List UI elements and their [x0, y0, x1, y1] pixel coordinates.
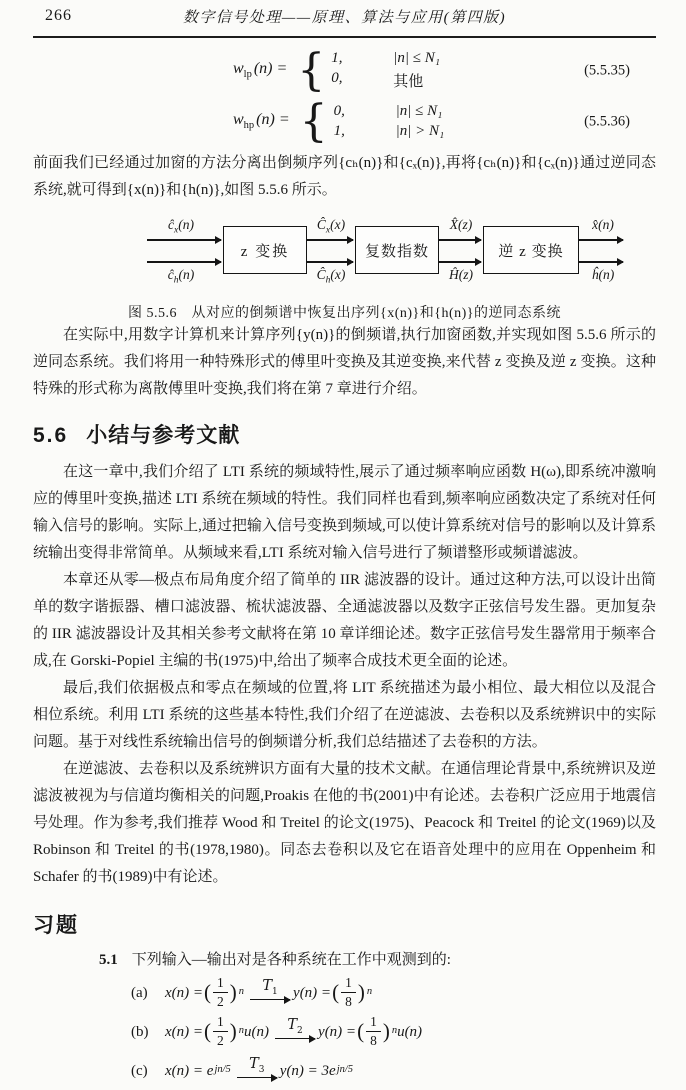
block-inverse-z-transform: 逆 z 变换 — [483, 226, 579, 274]
cases-brace: { — [299, 95, 328, 147]
fraction-numerator: 1 — [366, 1013, 381, 1032]
transform-symbol — [249, 1057, 264, 1075]
case-row — [331, 70, 440, 91]
math-subscript: h — [173, 275, 179, 286]
book-title: 数字信号处理——原理、算法与应用(第四版) — [182, 10, 507, 26]
equation-lhs — [233, 60, 287, 80]
math-lhs: x(n) = — [165, 1023, 204, 1040]
item-label: (c) — [131, 1062, 148, 1079]
signal-label-xn — [592, 217, 614, 239]
case-value: 1, — [333, 123, 345, 139]
case-row — [331, 50, 440, 67]
signal-label-Ch — [317, 267, 346, 289]
problem-line-c — [131, 1051, 656, 1090]
page-number: 266 — [45, 7, 72, 24]
close-paren: ) — [229, 1018, 237, 1043]
math-lhs: x(n) = e — [165, 1062, 214, 1079]
case-condition: 其他 — [393, 74, 424, 90]
right-arrow-icon — [237, 1077, 277, 1079]
fraction — [213, 974, 228, 1010]
equation-number: (5.5.35) — [584, 62, 630, 78]
exponent: n — [391, 1024, 398, 1036]
math-arg: (z) — [458, 267, 473, 282]
open-paren: ( — [204, 979, 212, 1004]
arrow-mid2-top — [439, 239, 481, 241]
problem-number: 5.1 — [99, 952, 118, 968]
item-label: (a) — [131, 984, 148, 1001]
fraction-denominator: 2 — [217, 1033, 224, 1048]
math-arg: (n) — [598, 217, 614, 232]
math-subscript: lp — [243, 69, 252, 81]
fraction — [341, 974, 356, 1010]
math-symbol: w — [233, 60, 244, 78]
after-figure-paragraph: 在实际中,用数字计算机来计算序列{y(n)}的倒频谱,执行加窗函数,并实现如图 5.5.6 所示的逆同态系统。我们将用一种特殊形式的傅里叶变换及其逆变换,来代替 z 变换及逆 z 变换。这种特殊的形式称为离散傅里叶变换,我们将在第 7 章进行介绍。 — [33, 327, 656, 397]
math-subscript: h — [325, 275, 331, 286]
fraction-denominator: 2 — [217, 994, 224, 1009]
summary-paragraph-1: 在这一章中,我们介绍了 LTI 系统的频域特性,展示了通过频率响应函数 H(ω),即系统冲激响应的傅里叶变换,描述 LTI 系统在频域的特性。我们同样也看到,频率响应函数决定了系统对任何输入信号的影响。实际上,通过把输入信号变换到频域,可以使计算系统对信号的影响以及计算系统输出变得非常简单。从频域来看,LTI 系统对输入信号进行了频谱整形或频谱滤波。 — [33, 464, 656, 561]
math-symbol: ĥ — [591, 267, 599, 282]
math-term: u(n) — [397, 1023, 423, 1040]
arrow-mid2-bottom — [439, 261, 481, 263]
signal-label-Cx — [317, 217, 345, 239]
fraction — [213, 1013, 228, 1049]
fraction-numerator: 1 — [213, 974, 228, 993]
problem-line-b — [131, 1012, 656, 1051]
arrow-input-top — [147, 239, 221, 241]
cases-column — [334, 103, 445, 140]
signal-label-cx-n — [168, 217, 194, 239]
equation-5-5-35 — [33, 44, 656, 96]
figure-5-5-6 — [145, 218, 623, 290]
arrow-output-top — [579, 239, 623, 241]
fraction-numerator: 1 — [213, 1013, 228, 1032]
math-subscript: hp — [243, 120, 255, 132]
math-arg: (x) — [330, 267, 346, 282]
arrow-mid1-bottom — [307, 261, 353, 263]
section-title: 小结与参考文献 — [86, 424, 241, 447]
math-subscript: x — [174, 225, 179, 236]
math-rest: (n) = — [256, 111, 290, 129]
section-number: 5.6 — [33, 424, 69, 447]
arrow-mid1-top — [307, 239, 353, 241]
fraction-denominator: 8 — [345, 994, 352, 1009]
math-term: u(n) — [244, 1023, 270, 1040]
math-subscript: 1 — [272, 986, 278, 997]
math-rhs: y(n) = — [318, 1023, 357, 1040]
case-row — [334, 103, 445, 120]
math-symbol: ĉ — [168, 217, 175, 232]
close-paren: ) — [357, 979, 365, 1004]
math-arg: (x) — [330, 217, 346, 232]
fraction-numerator: 1 — [341, 974, 356, 993]
exponent: n — [366, 985, 373, 997]
equation-block — [33, 44, 656, 147]
case-condition: |n| > N₁ — [395, 123, 445, 139]
math-subscript: 2 — [297, 1025, 303, 1036]
math-rhs: y(n) = 3e — [279, 1062, 336, 1079]
math-symbol: T — [262, 977, 272, 994]
case-value: 0, — [333, 103, 345, 119]
close-paren: ) — [382, 1018, 390, 1043]
summary-paragraph-3: 最后,我们依据极点和零点在频域的位置,将 LIT 系统描述为最小相位、最大相位以及混合相位系统。利用 LTI 系统的这些基本特性,我们介绍了在逆滤波、去卷积以及系统辨识中的实际问题。基于对线性系统输出信号的倒频谱分析,我们总结描述了去卷积的方法。 — [33, 680, 656, 750]
math-symbol: T — [287, 1016, 297, 1033]
math-arg: (z) — [458, 217, 473, 232]
equation-lhs — [233, 111, 290, 131]
case-condition: |n| ≤ N₁ — [395, 103, 443, 119]
summary-paragraph-2: 本章还从零—极点布局角度介绍了简单的 IIR 滤波器的设计。通过这种方法,可以设计出简单的数字谐振器、槽口滤波器、梳状滤波器、全通滤波器以及数字正弦信号发生器。更加复杂的 IIR 滤波器设计及其相关参考文献将在第 10 章详细论述。数字正弦信号发生器常用于频率合成,在 Gorski-Popiel 主编的书(1975)中,给出了频率合成技术更全面的论述。 — [33, 572, 656, 669]
math-arg: (n) — [598, 267, 615, 282]
page-header — [33, 0, 656, 38]
math-symbol: Ĥ — [449, 267, 459, 282]
transform-symbol — [287, 1018, 302, 1036]
math-symbol: T — [249, 1055, 259, 1072]
transform-arrow — [250, 979, 290, 1001]
math-lhs: x(n) = — [165, 984, 204, 1001]
exponent: jn/5 — [336, 1063, 354, 1075]
case-value: 1, — [331, 50, 343, 66]
exponent: jn/5 — [214, 1063, 231, 1075]
math-symbol: Ĉ — [316, 267, 326, 282]
problem-line-a — [131, 973, 656, 1012]
exponent: n — [238, 985, 245, 997]
section-heading — [33, 419, 656, 449]
signal-label-ch-n — [168, 267, 195, 289]
math-symbol: X̂ — [449, 217, 458, 232]
math-subscript: x — [325, 225, 331, 236]
math-symbol: x̂ — [592, 217, 599, 232]
problem-text: 下列输入—输出对是各种系统在工作中观测到的: — [131, 952, 451, 968]
math-arg: (n) — [178, 217, 194, 232]
fraction-denominator: 8 — [370, 1033, 377, 1048]
signal-label-Xz — [450, 217, 473, 239]
equation-number: (5.5.36) — [584, 113, 630, 129]
equation-5-5-36 — [33, 95, 656, 147]
math-symbol: Ĉ — [316, 217, 326, 232]
intro-paragraph: 前面我们已经通过加窗的方法分离出倒频序列{cₕ(n)}和{cₓ(n)},再将{cₕ(n)}和{cₓ(n)}通过逆同态系统,就可得到{x(n)}和{h(n)},如图 5.5.6 所示。 — [33, 155, 656, 198]
transform-arrow — [237, 1057, 277, 1079]
transform-symbol — [262, 979, 277, 997]
fraction — [366, 1013, 381, 1049]
cases-brace: { — [297, 44, 326, 96]
open-paren: ( — [332, 979, 340, 1004]
block-z-transform: z 变换 — [223, 226, 307, 274]
right-arrow-icon — [250, 999, 290, 1001]
case-value: 0, — [331, 70, 343, 86]
right-arrow-icon — [275, 1038, 315, 1040]
exercises-heading: 习题 — [33, 914, 79, 937]
exponent: n — [238, 1024, 245, 1036]
summary-paragraph-4: 在逆滤波、去卷积以及系统辨识方面有大量的技术文献。在通信理论背景中,系统辨识及逆滤波被视为与信道均衡相关的问题,Proakis 在他的书(2001)中有论述。去卷积广泛应用于地震信号处理。作为参考,我们推荐 Wood 和 Treitel 的论文(1975)、Peacock 和 Treitel 的论文(1969)以及 Robinson 和 Treitel 的书(1978,1980)。同态去卷积以及它在语音处理中的应用在 Oppenheim 和 Schafer 的书(1989)中有论述。 — [33, 761, 656, 885]
item-label: (b) — [131, 1023, 149, 1040]
math-rest: (n) = — [253, 60, 288, 78]
close-paren: ) — [229, 979, 237, 1004]
case-row — [334, 123, 445, 140]
case-condition: |n| ≤ N₁ — [393, 50, 440, 66]
arrow-input-bottom — [147, 261, 221, 263]
open-paren: ( — [357, 1018, 365, 1043]
open-paren: ( — [204, 1018, 212, 1043]
math-rhs: y(n) = — [293, 984, 332, 1001]
transform-arrow — [275, 1018, 315, 1040]
math-symbol: w — [233, 111, 244, 129]
math-subscript: 3 — [258, 1064, 265, 1075]
figure-caption: 图 5.5.6 从对应的倒频谱中恢复出序列{x(n)}和{h(n)}的逆同态系统 — [127, 306, 562, 321]
signal-label-hn — [592, 267, 615, 289]
arrow-output-bottom — [579, 261, 623, 263]
problem-5-1 — [99, 947, 656, 1090]
math-symbol: ĉ — [167, 267, 174, 282]
block-complex-exponential: 复数指数 — [355, 226, 439, 274]
math-arg: (n) — [178, 267, 195, 282]
signal-label-Hz — [449, 267, 473, 289]
cases-column — [331, 50, 440, 91]
